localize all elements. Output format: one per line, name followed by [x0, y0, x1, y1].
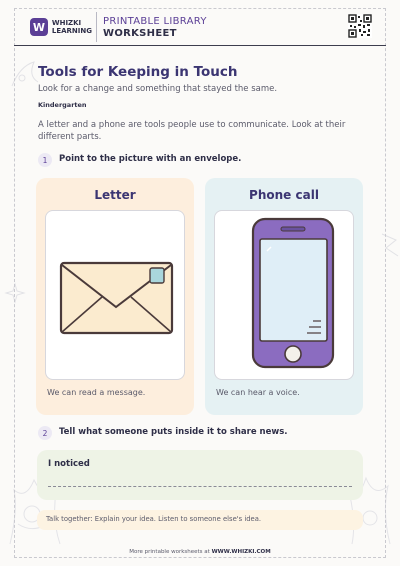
phone-card-title: Phone call — [249, 188, 319, 202]
envelope-icon — [46, 211, 186, 381]
logo-line-2: LEARNING — [51, 27, 92, 35]
phone-card[interactable] — [205, 178, 363, 415]
worksheet-subtitle: Look for a change and something that stayed the same. — [38, 84, 278, 94]
library-label: PRINTABLE LIBRARY — [103, 16, 207, 27]
phone-card-caption: We can hear a voice. — [216, 388, 300, 397]
qr-code-icon — [348, 14, 372, 38]
question-2-text: Tell what someone puts inside it to share news. — [59, 427, 288, 437]
worksheet-title: Tools for Keeping in Touch — [38, 64, 238, 80]
footer-prefix: More printable worksheets at — [129, 549, 210, 555]
header-rule — [14, 45, 386, 46]
logo-wordmark — [52, 19, 92, 35]
noticed-label: I noticed — [48, 459, 90, 469]
letter-card-title: Letter — [94, 188, 136, 202]
grade-label: Kindergarten — [38, 101, 87, 109]
page-footer — [0, 549, 400, 555]
letter-card[interactable] — [36, 178, 194, 415]
phone-card-image — [214, 210, 354, 380]
footer-link[interactable]: WWW.WHIZKI.COM — [211, 549, 271, 555]
worksheet-label: WORKSHEET — [103, 28, 177, 39]
talk-together-box — [37, 510, 363, 530]
talk-together-text: Talk together: Explain your idea. Listen to someone else's idea. — [46, 515, 262, 523]
intro-text: A letter and a phone are tools people use to communicate. Look at their different parts. — [38, 120, 346, 142]
answer-write-line[interactable] — [48, 486, 352, 487]
logo-mark-icon: W — [30, 18, 48, 36]
logo-line-1: WHIZKI — [51, 19, 82, 27]
letter-card-caption: We can read a message. — [47, 388, 146, 397]
letter-card-image — [45, 210, 185, 380]
question-2-number: 2 — [38, 426, 52, 440]
brand-logo[interactable] — [30, 15, 92, 39]
noticed-answer-box[interactable] — [37, 450, 363, 500]
question-1-text: Point to the picture with an envelope. — [59, 154, 242, 164]
smartphone-icon — [215, 211, 355, 381]
header-divider — [96, 12, 97, 42]
question-1-number: 1 — [38, 153, 52, 167]
